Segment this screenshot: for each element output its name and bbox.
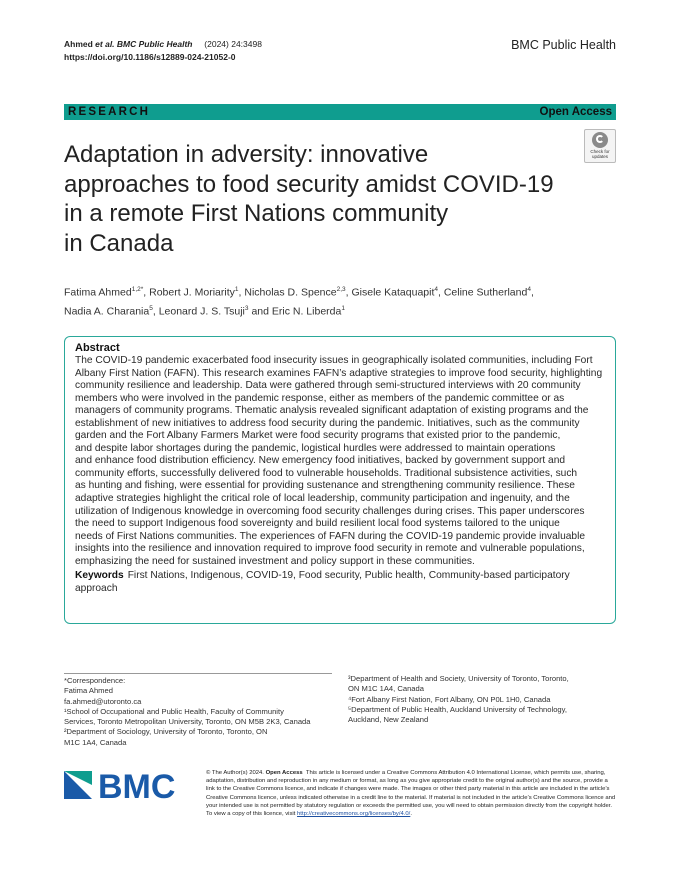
abstract-line: community resilience and leadership. Data were gathered through semi-structured interviews with 20 community: [75, 380, 581, 392]
author-name: Robert J. Moriarity: [149, 286, 235, 299]
abstract-line: insights into the resilience and innovation required to improve food security in remote and vulnerable populations,: [75, 543, 585, 555]
author-affiliation: 2,3: [336, 286, 346, 293]
open-access-label: Open Access: [539, 106, 612, 118]
abstract-heading: Abstract: [75, 342, 120, 354]
article-title: [64, 140, 564, 258]
doi-link[interactable]: https://doi.org/10.1186/s12889-024-21052-0: [64, 52, 236, 62]
correspondence-email[interactable]: fa.ahmed@utoronto.ca: [64, 696, 142, 706]
author-name: Gisele Kataquapit: [351, 286, 435, 299]
footnotes-right: [348, 674, 588, 725]
author-affiliation: 3: [244, 304, 249, 312]
author-affiliation: 4: [434, 286, 438, 293]
abstract-line: as hunting and fishing, were essential for providing sustenance and strengthening community resilience. These: [75, 480, 575, 492]
author-affiliation: 5: [149, 304, 153, 312]
abstract-line: establishment of new initiatives to address food security during the pandemic. Initiatives, such as the community: [75, 417, 580, 429]
badge-line1: Check for: [590, 149, 610, 154]
bmc-logo: [64, 765, 192, 805]
article-type-banner: [64, 104, 616, 120]
license-statement: [206, 769, 618, 818]
article-type-label: RESEARCH: [68, 106, 151, 118]
footnote-line: *Correspondence:: [64, 676, 126, 685]
citation-line: [64, 38, 262, 51]
license-link[interactable]: http://creativecommons.org/licenses/by/4.0/: [297, 811, 411, 818]
footnote-line: ²Department of Sociology, University of Toronto, Toronto, ON: [64, 727, 268, 737]
citation-year: (2024) 24:3498: [204, 39, 262, 49]
abstract-line: community efforts, successfully delivered food to vulnerable households. Traditional subsistence activities, such: [75, 467, 578, 479]
keywords-label: Keywords: [75, 570, 124, 582]
journal-name: BMC Public Health: [511, 38, 616, 52]
footnote-line: Services, Toronto Metropolitan University, Toronto, ON M5B 2K3, Canada: [64, 717, 311, 727]
abstract-line: garden and the Fort Albany Farmers Market were food security programs that existed prior to the pandemic,: [75, 430, 561, 442]
copyright: © The Author(s) 2024.: [206, 770, 264, 776]
author-name: Nadia A. Charania: [64, 305, 150, 317]
footnote-line: ³Department of Health and Society, University of Toronto, Toronto,: [348, 674, 569, 683]
logo-text: BMC: [98, 768, 176, 805]
abstract-box: [64, 336, 616, 624]
author-affiliation: 1: [341, 304, 345, 312]
footnotes-left: [64, 673, 332, 748]
title-line: in Canada: [64, 229, 174, 257]
abstract-line: needs of First Nations communities. The experiences of FAFN during the COVID-19 pandemic provide invaluable: [75, 530, 586, 542]
footnote-line: Auckland, New Zealand: [348, 715, 429, 725]
footnote-line: ⁴Fort Albany First Nation, Fort Albany, ON P0L 1H0, Canada: [348, 694, 551, 704]
badge-line2: updates: [591, 154, 608, 159]
abstract-line: and despite labor shortages during the pandemic, logistical hurdles were addressed to maintain operations: [75, 442, 556, 454]
abstract-line: The COVID-19 pandemic exacerbated food insecurity issues in geographically isolated communities, including Fort: [75, 355, 593, 366]
footnote-line: ⁵Department of Public Health, Auckland University of Technology,: [348, 704, 567, 714]
footnote-line: ¹School of Occupational and Public Health, Faculty of Community: [64, 706, 284, 716]
author-affiliation: 1,2*: [131, 286, 144, 293]
abstract-line: the need to support Indigenous food sovereignty and build resilient local food systems tailored to the unique: [75, 518, 560, 530]
citation-block: [64, 38, 262, 64]
author-list: Fatima Ahmed$^{1,2*}$, Robert J. Moriarity$^1$, Nicholas D. Spence$^{2,3}$, Gisele Kataquapit$^4$, Celine Sutherland$^4$, Nadia A. Charania$^5$, Leonard J. S. Tsuji$^3$ and Eric N. Liberda$^1$: [64, 286, 534, 317]
author-name: Leonard J. S. Tsuji: [158, 305, 245, 317]
abstract-line: members who were involved in the pandemic response, either as members of the pandemic committee or as: [75, 392, 565, 404]
keywords-list: First Nations, Indigenous, COVID-19, Food security, Public health, Community-based participatory: [127, 570, 570, 582]
abstract-body: [75, 355, 605, 568]
abstract-line: utilization of Indigenous knowledge in overcoming food security challenges during crises. This paper underscores: [75, 505, 585, 517]
update-circle-icon: [592, 132, 608, 148]
license-end: .: [410, 811, 412, 818]
author-name: Eric N. Liberda: [271, 305, 342, 317]
abstract-line: emphasizing the need for sustained investment and policy support in these communities.: [75, 555, 475, 567]
abstract-line: and enhance food distribution efficiency. New emergency food initiatives, backed by government support and: [75, 455, 566, 467]
author-affiliation: 4: [527, 286, 531, 293]
footnote-line: ON M1C 1A4, Canada: [348, 684, 424, 694]
keywords-list-cont: approach: [75, 582, 118, 594]
footnote-line: Fatima Ahmed: [64, 686, 113, 696]
abstract-line: managers of community programs. Thematic analysis revealed significant adaptation of existing programs and the: [75, 405, 589, 417]
license-text: This article is licensed under a Creative Commons Attribution 4.0 International License, which permits use, sharing, adaptation, distribution and reproduction in any medium or format, as long as you give appropriate credit to the original author(s) and the source, provide a link to the Creative Commons licence, and indicate if changes were made. The images or other third party material in this article are included in the article’s Creative Commons licence, unless indicated otherwise in a credit line to the material. If material is not included in the article’s Creative Commons licence and your intended use is not permitted by statutory regulation or exceeds the permitted use, you will need to obtain permission directly from the copyright holder. To view a copy of this licence, visit: [206, 770, 616, 818]
author-name: Nicholas D. Spence: [244, 286, 337, 299]
keywords: [75, 570, 605, 595]
title-line: Adaptation in adversity: innovative: [64, 141, 429, 168]
abstract-line: Albany First Nation (FAFN). This research examines FAFN’s adaptive strategies to improve food security, highlighting: [75, 367, 603, 379]
license-open-access: Open Access: [265, 770, 303, 776]
title-line: in a remote First Nations community: [64, 200, 449, 227]
title-line: approaches to food security amidst COVID-19: [64, 170, 554, 198]
author-affiliation: 1: [234, 286, 239, 293]
footnote-line: M1C 1A4, Canada: [64, 737, 127, 747]
abstract-line: adaptive strategies highlight the critical role of local leadership, community participation and ingenuity, and the: [75, 493, 570, 505]
check-for-updates-badge[interactable]: [584, 129, 616, 163]
citation-journal: et al. BMC Public Health: [95, 39, 193, 49]
author-name: Celine Sutherland: [443, 286, 528, 299]
citation-authors: Ahmed: [64, 39, 96, 49]
author-name: Fatima Ahmed: [64, 286, 132, 299]
